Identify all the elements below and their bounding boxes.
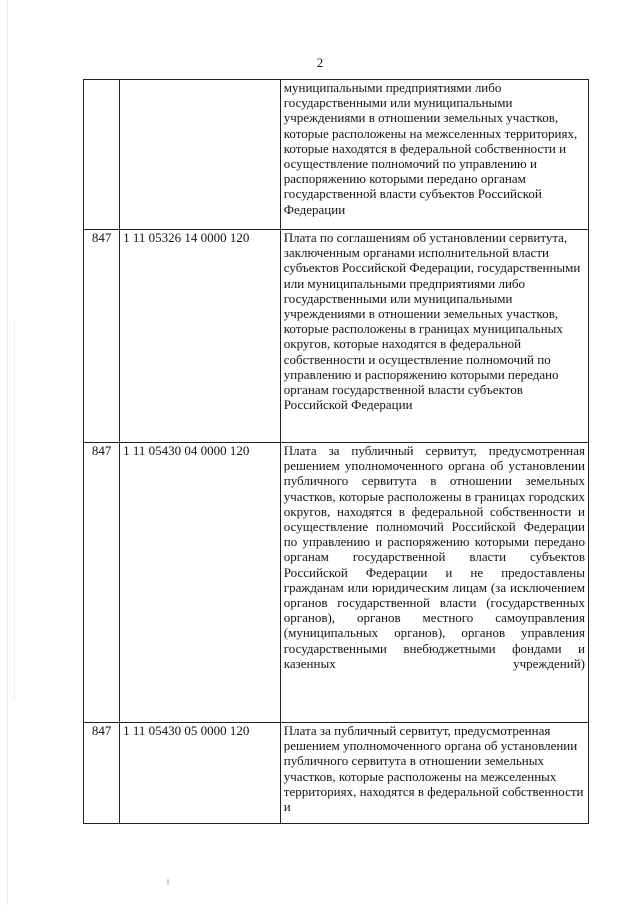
table-row — [84, 230, 589, 443]
description-cell: Плата за публичный сервитут, предусмотренная решением уполномоченного органа об установлении публичного сервитута в отношении земельных участков, которые расположены на межселенных территориях, находятся в федеральной собственности и — [280, 723, 588, 824]
scan-edge-mark — [7, 0, 8, 905]
scan-edge-mark — [14, 320, 15, 700]
table-row — [84, 723, 589, 824]
budget-code-cell: 1 11 05430 05 0000 120 — [120, 723, 281, 824]
admin-code-cell — [84, 80, 120, 230]
admin-code-cell: 847 — [84, 443, 120, 723]
income-codes-table — [83, 79, 589, 824]
table-row — [84, 443, 589, 723]
scan-speck — [167, 879, 169, 885]
budget-code-cell: 1 11 05326 14 0000 120 — [120, 230, 281, 443]
admin-code-cell: 847 — [84, 723, 120, 824]
description-cell: муниципальными предприятиями либо государственными или муниципальными учреждениями в отношении земельных участков, которые расположены на межселенных территориях, которые находятся в федеральной собственности и осуществление полномочий по управлению и распоряжению которыми передано органам государственной власти субъектов Российской Федерации — [280, 80, 588, 230]
admin-code-cell: 847 — [84, 230, 120, 443]
description-cell: Плата по соглашениям об установлении сервитута, заключенным органами исполнительной власти субъектов Российской Федерации, государственными или муниципальными предприятиями либо государственными или муниципальными учреждениями в отношении земельных участков, которые расположены в границах муниципальных округов, которые находятся в федеральной собственности и осуществление полномочий по управлению и распоряжению которыми передано органам государственной власти субъектов Российской Федерации — [280, 230, 588, 443]
description-cell: Плата за публичный сервитут, предусмотренная решением уполномоченного органа об установлении публичного сервитута в отношении земельных участков, которые расположены в границах городских округов, находятся в федеральной собственности и осуществление полномочий Российской Федерации по управлению и распоряжению которыми передано органам государственной власти субъектов Российской Федерации и не предоставлены гражданам или юридическим лицам (за исключением органов государственной власти (государственных органов), органов местного самоуправления (муниципальных органов), органов управления государственными внебюджетными фондами и казенных учреждений) — [280, 443, 588, 723]
page-number: 2 — [316, 55, 324, 70]
budget-code-cell — [120, 80, 281, 230]
table-row — [84, 80, 589, 230]
budget-code-cell: 1 11 05430 04 0000 120 — [120, 443, 281, 723]
